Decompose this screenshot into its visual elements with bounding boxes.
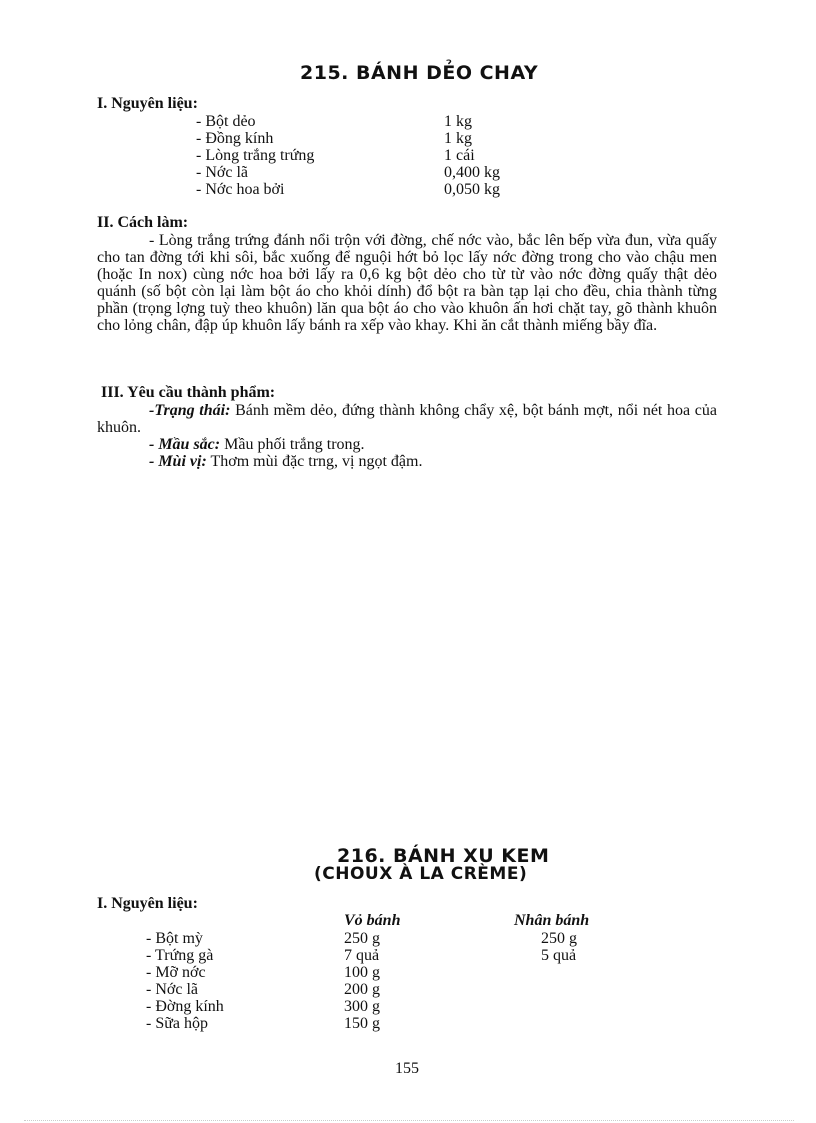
recipe-216-title: 216. BÁNH XU KEM xyxy=(337,845,550,867)
ingredient-name: - Bột dẻo xyxy=(196,113,256,130)
ingredient-name: - Lòng trắng trứng xyxy=(196,147,315,164)
ingredient-qty-shell: 300 g xyxy=(344,998,380,1015)
section-ingredients-heading: I. Nguyên liệu: xyxy=(97,895,198,912)
requirement-label: -Trạng thái: xyxy=(149,402,231,419)
ingredient-qty: 1 kg xyxy=(444,130,472,147)
ingredient-qty: 0,400 kg xyxy=(444,164,500,181)
requirement-label: - Mầu sắc: xyxy=(149,436,221,453)
requirement-taste xyxy=(149,453,422,470)
requirement-text: Thơm mùi đặc trng, vị ngọt đậm. xyxy=(206,453,423,470)
requirement-text: Mầu phối trắng trong. xyxy=(220,436,365,453)
column-header-shell: Vỏ bánh xyxy=(344,912,401,929)
ingredient-qty: 1 kg xyxy=(444,113,472,130)
ingredient-name: - Nớc lã xyxy=(196,164,248,181)
page-number: 155 xyxy=(395,1060,419,1077)
section-ingredients-heading: I. Nguyên liệu: xyxy=(97,95,198,112)
requirement-text: Bánh mềm dẻo, đứng thành không chẩy xệ, bột bánh mợt, nổi nét hoa của khuôn. xyxy=(97,402,717,436)
ingredient-qty-filling: 5 quả xyxy=(541,947,577,964)
ingredient-name: - Nớc lã xyxy=(146,981,198,998)
ingredient-name: - Đồng kính xyxy=(196,130,274,147)
method-paragraph: - Lòng trắng trứng đánh nổi trộn với đờng, chế nớc vào, bắc lên bếp vừa đun, vừa quấy cho tan đờng tới khi sôi, bắc xuống để nguội hớt bỏ lọc lấy nớc đờng trong cho vào chậu men (hoặc In nox) cùng nớc hoa bởi lấy ra 0,6 kg bột dẻo cho từ từ vào nớc đờng quấy thật dẻo quánh (số bột còn lại làm bột áo cho khỏi dính) đổ bột ra bàn tạp lại cho đều, chia thành từng phần (trọng lợng tuỳ theo khuôn) lăn qua bột áo cho vào khuôn ấn hơi chặt tay, gõ thành khuôn cho lỏng chân, đập úp khuôn lấy bánh ra xếp vào khay. Khi ăn cắt thành miếng bầy đĩa. xyxy=(97,232,717,334)
recipe-215-title: 215. BÁNH DẺO CHAY xyxy=(300,62,539,84)
requirement-color xyxy=(149,436,365,453)
ingredient-qty-shell: 200 g xyxy=(344,981,380,998)
ingredient-qty: 1 cái xyxy=(444,147,475,164)
ingredient-name: - Mỡ nớc xyxy=(146,964,206,981)
ingredient-name: - Trứng gà xyxy=(146,947,214,964)
ingredient-name: - Bột mỳ xyxy=(146,930,203,947)
ingredient-name: - Nớc hoa bởi xyxy=(196,181,285,198)
ingredient-qty-shell: 100 g xyxy=(344,964,380,981)
ingredient-qty-shell: 150 g xyxy=(344,1015,380,1032)
page-bottom-divider xyxy=(24,1120,794,1121)
ingredient-name: - Sữa hộp xyxy=(146,1015,208,1032)
section-method-heading: II. Cách làm: xyxy=(97,214,189,231)
column-header-filling: Nhân bánh xyxy=(514,912,590,929)
ingredient-qty-shell: 250 g xyxy=(344,930,380,947)
ingredient-qty-shell: 7 quả xyxy=(344,947,380,964)
recipe-216-subtitle: (CHOUX À LA CRÈME) xyxy=(314,864,528,884)
ingredient-qty: 0,050 kg xyxy=(444,181,500,198)
ingredient-qty-filling: 250 g xyxy=(541,930,577,947)
section-requirements-heading: III. Yêu cầu thành phẩm: xyxy=(101,384,276,401)
requirement-texture xyxy=(97,402,717,436)
requirement-label: - Mùi vị: xyxy=(149,453,207,470)
ingredient-name: - Đờng kính xyxy=(146,998,224,1015)
